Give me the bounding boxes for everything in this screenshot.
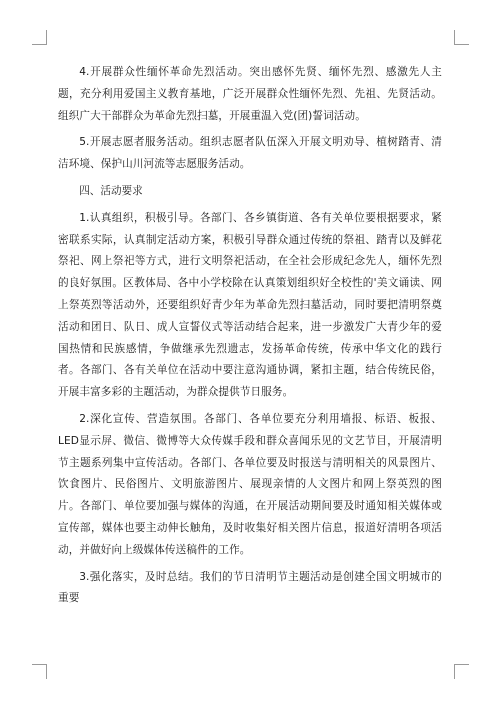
paragraph-requirement-2: 2.深化宣传、营造氛围。各部门、各单位要充分利用墙报、标语、板报、LED显示屏、微信、微博等大众传媒手段和群众喜闻乐见的文艺节目，开展清明节主题系列集中宣传活动。各部门、各单位要及时报送与清明相关的风景图片、饮食图片、民俗图片、文明旅游图片、展现亲情的人文图片和网上祭英烈的图片。各部门、单位要加强与媒体的沟通，在开展活动期间要及时通知相关媒体或宣传部，媒体也要主动伸长触角，及时收集好相关图片信息，报道好清明各项活动，并做好向上级媒体传送稿件的工作。 — [58, 412, 442, 556]
paragraph-item-4: 4.开展群众性缅怀革命先烈活动。突出感怀先贤、缅怀先烈、感激先人主题，充分利用爱国主义教育基地，广泛开展群众性缅怀先烈、先祖、先贤活动。组织广大干部群众为革命先烈扫墓，开展重温入党(团)誓词活动。 — [58, 66, 442, 122]
paragraph-item-5: 5.开展志愿者服务活动。组织志愿者队伍深入开展文明劝导、植树踏青、清洁环境、保护山川河流等志愿服务活动。 — [58, 136, 442, 171]
crop-mark-bottom-left — [32, 664, 47, 679]
crop-mark-top-right — [454, 30, 469, 45]
section-heading: 四、活动要求 — [79, 184, 143, 197]
document-body — [58, 62, 442, 615]
paragraph-requirement-3: 3.强化落实，及时总结。我们的节日清明节主题活动是创建全国文明城市的重要 — [58, 570, 442, 605]
crop-mark-bottom-right — [454, 664, 469, 679]
paragraph-requirement-1: 1.认真组织，积极引导。各部门、各乡镇街道、各有关单位要根据要求，紧密联系实际，认真制定活动方案，积极引导群众通过传统的祭祖、踏青以及鲜花祭祀、网上祭祀等方式，进行文明祭祀活动，在全社会形成纪念先人，缅怀先烈的良好氛围。区教体局、各中小学校除在认真策划组织好全校性的'美文诵读、网上祭英烈等活动外，还要组织好青少年为革命先烈扫墓活动，同时要把清明祭奠活动和团日、队日、成人宣誓仪式等活动结合起来，进一步激发广大青少年的爱国热情和民族感情，争做继承先烈遗志，发扬革命传统，传承中华文化的践行者。各部门、各有关单位在活动中要注意沟通协调，紧扣主题，结合传统民俗，开展丰富多彩的主题活动，为群众提供节日服务。 — [58, 211, 442, 399]
crop-mark-top-left — [32, 30, 47, 45]
